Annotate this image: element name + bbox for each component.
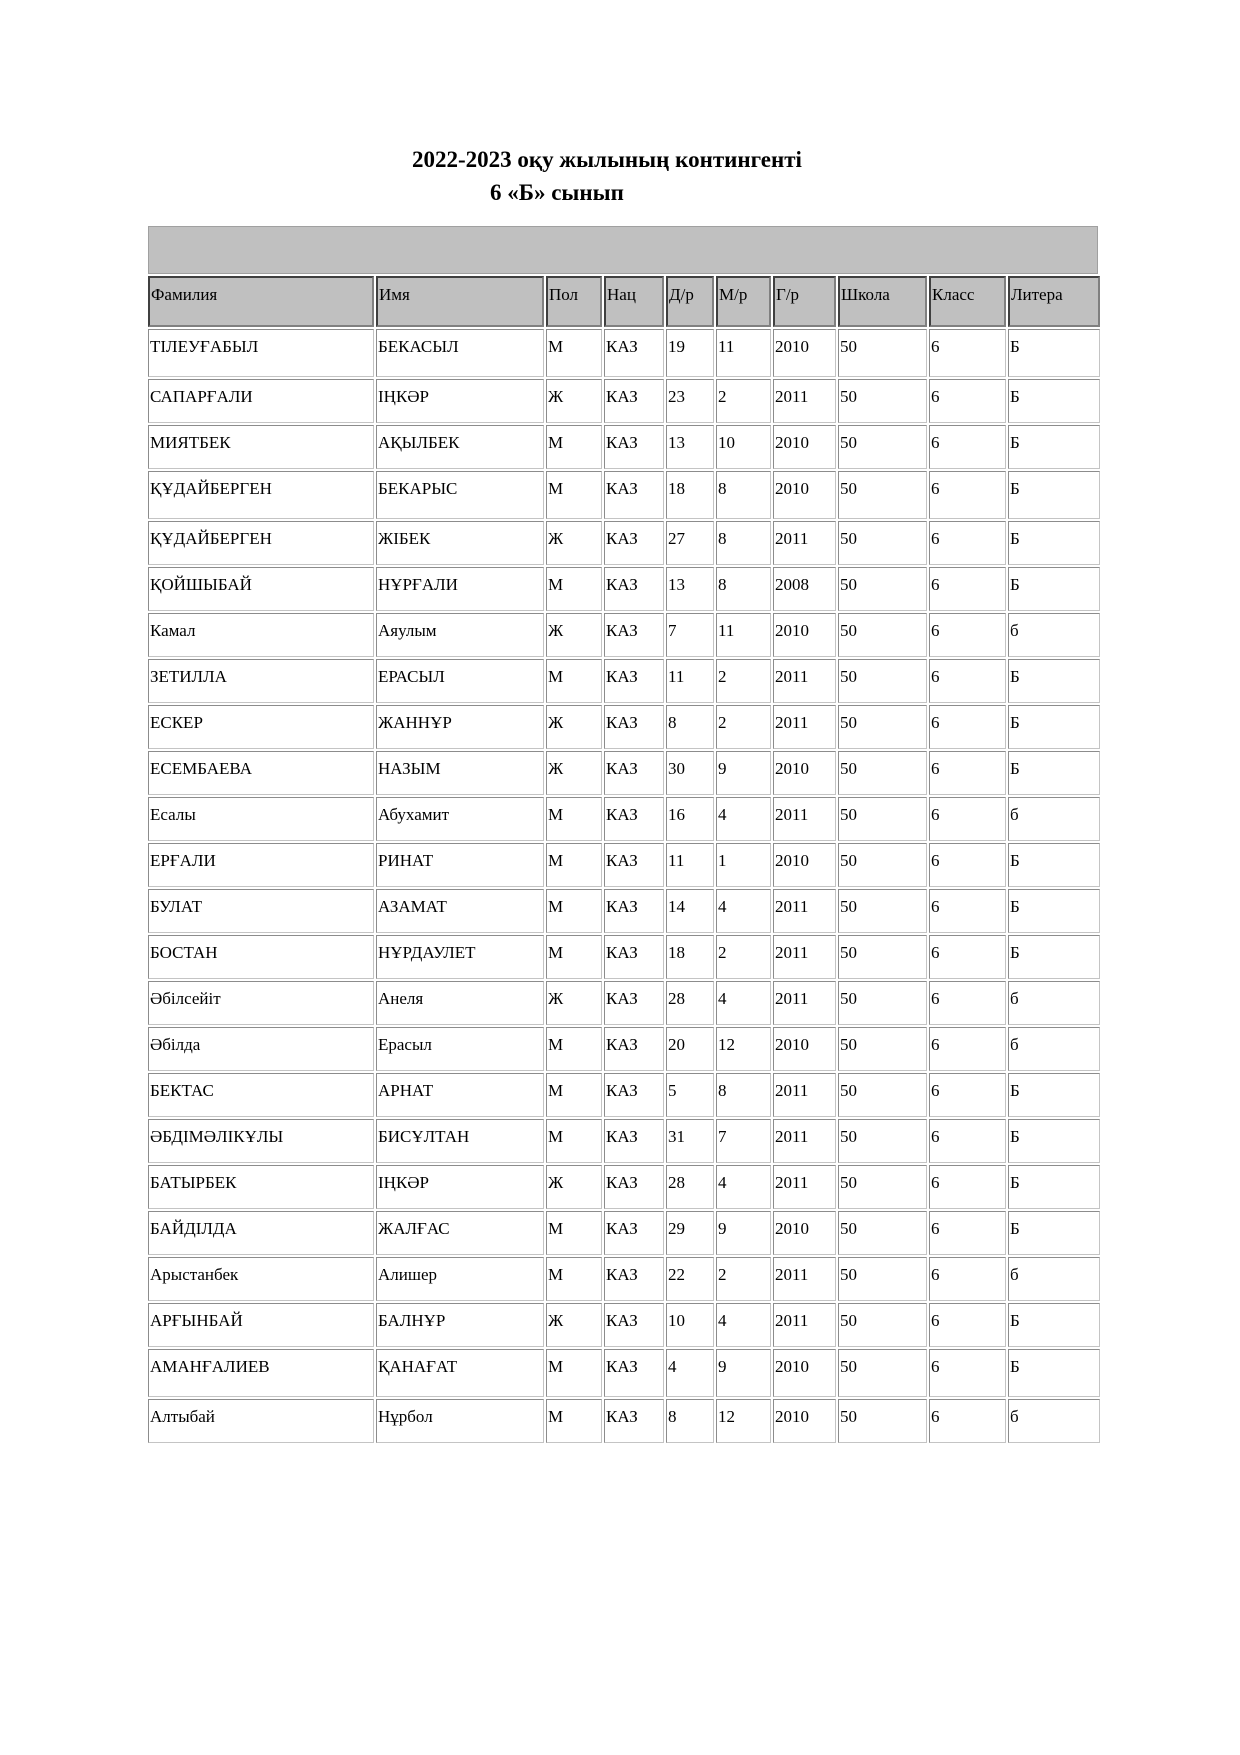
cell-class: 6 (929, 659, 1006, 703)
cell-class: 6 (929, 1257, 1006, 1301)
cell-class: 6 (929, 1303, 1006, 1347)
cell-surname: ЕРҒАЛИ (148, 843, 374, 887)
cell-letter: Б (1008, 1303, 1100, 1347)
cell-class: 6 (929, 797, 1006, 841)
cell-nationality: КАЗ (604, 659, 664, 703)
cell-sex: М (546, 1211, 602, 1255)
cell-name: Абухамит (376, 797, 544, 841)
contingent-table-container (148, 226, 1098, 1445)
cell-name: БЕКАСЫЛ (376, 329, 544, 377)
cell-birth-day: 11 (666, 843, 714, 887)
cell-school: 50 (838, 797, 927, 841)
cell-school: 50 (838, 521, 927, 565)
cell-letter: Б (1008, 1119, 1100, 1163)
cell-school: 50 (838, 935, 927, 979)
cell-surname: ҚҰДАЙБЕРГЕН (148, 471, 374, 519)
table-row (148, 471, 1100, 519)
cell-birth-year: 2010 (773, 1027, 836, 1071)
cell-class: 6 (929, 1119, 1006, 1163)
table-row (148, 843, 1100, 887)
cell-birth-day: 27 (666, 521, 714, 565)
cell-nationality: КАЗ (604, 1073, 664, 1117)
cell-class: 6 (929, 981, 1006, 1025)
contingent-table (146, 274, 1102, 1445)
cell-birth-month: 11 (716, 329, 771, 377)
document-subtitle: 6 «Б» сынып (490, 180, 624, 205)
cell-name: БАЛНҰР (376, 1303, 544, 1347)
cell-class: 6 (929, 1211, 1006, 1255)
table-row (148, 889, 1100, 933)
cell-birth-month: 4 (716, 981, 771, 1025)
table-row (148, 329, 1100, 377)
cell-birth-year: 2011 (773, 981, 836, 1025)
cell-birth-year: 2010 (773, 471, 836, 519)
column-header-class: Класс (929, 276, 1006, 327)
cell-sex: Ж (546, 379, 602, 423)
cell-sex: М (546, 797, 602, 841)
cell-letter: Б (1008, 889, 1100, 933)
cell-nationality: КАЗ (604, 1165, 664, 1209)
cell-class: 6 (929, 1349, 1006, 1397)
cell-birth-year: 2011 (773, 1303, 836, 1347)
cell-sex: М (546, 329, 602, 377)
cell-letter: Б (1008, 567, 1100, 611)
cell-school: 50 (838, 1303, 927, 1347)
cell-letter: Б (1008, 1349, 1100, 1397)
cell-birth-day: 30 (666, 751, 714, 795)
column-header-name: Имя (376, 276, 544, 327)
table-row (148, 425, 1100, 469)
cell-school: 50 (838, 1257, 927, 1301)
cell-birth-year: 2008 (773, 567, 836, 611)
table-row (148, 1119, 1100, 1163)
cell-nationality: КАЗ (604, 1399, 664, 1443)
cell-school: 50 (838, 379, 927, 423)
cell-birth-month: 12 (716, 1399, 771, 1443)
cell-name: Анеля (376, 981, 544, 1025)
cell-birth-month: 1 (716, 843, 771, 887)
cell-class: 6 (929, 471, 1006, 519)
cell-sex: Ж (546, 751, 602, 795)
cell-school: 50 (838, 1399, 927, 1443)
cell-school: 50 (838, 1211, 927, 1255)
column-header-birth-day: Д/р (666, 276, 714, 327)
table-row (148, 1303, 1100, 1347)
cell-letter: Б (1008, 379, 1100, 423)
cell-birth-year: 2011 (773, 935, 836, 979)
cell-birth-day: 18 (666, 471, 714, 519)
cell-nationality: КАЗ (604, 1349, 664, 1397)
cell-birth-day: 28 (666, 981, 714, 1025)
cell-name: БИСҰЛТАН (376, 1119, 544, 1163)
cell-birth-year: 2010 (773, 751, 836, 795)
table-row (148, 379, 1100, 423)
table-row (148, 705, 1100, 749)
table-body (148, 329, 1100, 1443)
cell-surname: ЕСКЕР (148, 705, 374, 749)
cell-nationality: КАЗ (604, 425, 664, 469)
cell-name: НҰРДАУЛЕТ (376, 935, 544, 979)
cell-nationality: КАЗ (604, 1027, 664, 1071)
cell-class: 6 (929, 613, 1006, 657)
table-row (148, 567, 1100, 611)
cell-sex: Ж (546, 1303, 602, 1347)
cell-birth-year: 2011 (773, 379, 836, 423)
cell-birth-year: 2010 (773, 425, 836, 469)
cell-letter: б (1008, 613, 1100, 657)
cell-birth-day: 22 (666, 1257, 714, 1301)
cell-nationality: КАЗ (604, 751, 664, 795)
cell-birth-day: 11 (666, 659, 714, 703)
cell-surname: Алтыбай (148, 1399, 374, 1443)
cell-sex: М (546, 567, 602, 611)
cell-nationality: КАЗ (604, 843, 664, 887)
cell-birth-month: 4 (716, 1303, 771, 1347)
cell-surname: Есалы (148, 797, 374, 841)
cell-birth-day: 13 (666, 567, 714, 611)
cell-letter: б (1008, 1027, 1100, 1071)
cell-letter: Б (1008, 1165, 1100, 1209)
cell-school: 50 (838, 889, 927, 933)
cell-nationality: КАЗ (604, 613, 664, 657)
cell-nationality: КАЗ (604, 1257, 664, 1301)
table-row (148, 1257, 1100, 1301)
cell-name: ҚАНАҒАТ (376, 1349, 544, 1397)
cell-letter: Б (1008, 705, 1100, 749)
cell-surname: БУЛАТ (148, 889, 374, 933)
cell-name: ІҢКӘР (376, 1165, 544, 1209)
table-banner (148, 226, 1098, 274)
cell-birth-month: 12 (716, 1027, 771, 1071)
cell-name: Ерасыл (376, 1027, 544, 1071)
cell-surname: ҚҰДАЙБЕРГЕН (148, 521, 374, 565)
cell-surname: ЗЕТИЛЛА (148, 659, 374, 703)
cell-birth-day: 8 (666, 705, 714, 749)
cell-sex: М (546, 425, 602, 469)
cell-name: ЖАННҰР (376, 705, 544, 749)
cell-birth-day: 16 (666, 797, 714, 841)
cell-school: 50 (838, 1165, 927, 1209)
cell-birth-month: 2 (716, 1257, 771, 1301)
cell-nationality: КАЗ (604, 797, 664, 841)
cell-birth-month: 4 (716, 797, 771, 841)
cell-school: 50 (838, 1349, 927, 1397)
cell-nationality: КАЗ (604, 471, 664, 519)
cell-sex: Ж (546, 981, 602, 1025)
cell-birth-day: 10 (666, 1303, 714, 1347)
cell-birth-day: 14 (666, 889, 714, 933)
cell-nationality: КАЗ (604, 567, 664, 611)
cell-sex: Ж (546, 1165, 602, 1209)
cell-class: 6 (929, 1027, 1006, 1071)
cell-sex: М (546, 1119, 602, 1163)
cell-letter: Б (1008, 329, 1100, 377)
cell-birth-month: 8 (716, 471, 771, 519)
cell-birth-day: 5 (666, 1073, 714, 1117)
cell-birth-year: 2011 (773, 1119, 836, 1163)
cell-birth-year: 2010 (773, 1399, 836, 1443)
cell-birth-month: 9 (716, 1211, 771, 1255)
cell-surname: БАТЫРБЕК (148, 1165, 374, 1209)
cell-nationality: КАЗ (604, 379, 664, 423)
table-row (148, 1073, 1100, 1117)
table-row (148, 981, 1100, 1025)
cell-birth-year: 2011 (773, 521, 836, 565)
cell-surname: БОСТАН (148, 935, 374, 979)
cell-letter: Б (1008, 1211, 1100, 1255)
cell-birth-month: 8 (716, 521, 771, 565)
cell-birth-day: 28 (666, 1165, 714, 1209)
cell-birth-month: 4 (716, 1165, 771, 1209)
cell-birth-month: 9 (716, 1349, 771, 1397)
cell-school: 50 (838, 613, 927, 657)
cell-birth-month: 2 (716, 379, 771, 423)
cell-sex: М (546, 1027, 602, 1071)
table-row (148, 935, 1100, 979)
cell-letter: б (1008, 981, 1100, 1025)
cell-letter: Б (1008, 659, 1100, 703)
cell-birth-month: 7 (716, 1119, 771, 1163)
cell-school: 50 (838, 705, 927, 749)
cell-nationality: КАЗ (604, 329, 664, 377)
cell-school: 50 (838, 659, 927, 703)
cell-birth-day: 18 (666, 935, 714, 979)
cell-birth-month: 8 (716, 567, 771, 611)
cell-letter: Б (1008, 471, 1100, 519)
cell-class: 6 (929, 329, 1006, 377)
cell-class: 6 (929, 1399, 1006, 1443)
cell-school: 50 (838, 425, 927, 469)
column-header-nationality: Нац (604, 276, 664, 327)
cell-surname: МИЯТБЕК (148, 425, 374, 469)
cell-birth-year: 2011 (773, 889, 836, 933)
cell-surname: БАЙДІЛДА (148, 1211, 374, 1255)
cell-sex: М (546, 471, 602, 519)
cell-nationality: КАЗ (604, 1119, 664, 1163)
column-header-surname: Фамилия (148, 276, 374, 327)
cell-surname: АМАНҒАЛИЕВ (148, 1349, 374, 1397)
cell-birth-day: 23 (666, 379, 714, 423)
cell-name: АРНАТ (376, 1073, 544, 1117)
cell-birth-month: 4 (716, 889, 771, 933)
column-header-letter: Литера (1008, 276, 1100, 327)
cell-surname: Камал (148, 613, 374, 657)
cell-birth-day: 7 (666, 613, 714, 657)
cell-birth-year: 2011 (773, 705, 836, 749)
cell-sex: М (546, 659, 602, 703)
cell-letter: б (1008, 1257, 1100, 1301)
cell-birth-year: 2011 (773, 1257, 836, 1301)
cell-sex: М (546, 1257, 602, 1301)
cell-surname: БЕКТАС (148, 1073, 374, 1117)
cell-name: НҰРҒАЛИ (376, 567, 544, 611)
cell-class: 6 (929, 751, 1006, 795)
cell-class: 6 (929, 705, 1006, 749)
table-row (148, 751, 1100, 795)
cell-surname: Арыстанбек (148, 1257, 374, 1301)
cell-school: 50 (838, 471, 927, 519)
cell-letter: б (1008, 1399, 1100, 1443)
cell-nationality: КАЗ (604, 935, 664, 979)
column-header-birth-month: М/р (716, 276, 771, 327)
cell-name: РИНАТ (376, 843, 544, 887)
cell-class: 6 (929, 379, 1006, 423)
cell-nationality: КАЗ (604, 1211, 664, 1255)
cell-name: АЗАМАТ (376, 889, 544, 933)
table-row (148, 1211, 1100, 1255)
cell-surname: Әбілсейіт (148, 981, 374, 1025)
cell-name: ЕРАСЫЛ (376, 659, 544, 703)
cell-class: 6 (929, 567, 1006, 611)
cell-school: 50 (838, 1073, 927, 1117)
table-row (148, 797, 1100, 841)
cell-birth-day: 13 (666, 425, 714, 469)
cell-name: ЖІБЕК (376, 521, 544, 565)
cell-name: Аяулым (376, 613, 544, 657)
column-header-birth-year: Г/р (773, 276, 836, 327)
cell-sex: М (546, 1349, 602, 1397)
cell-name: НАЗЫМ (376, 751, 544, 795)
cell-sex: Ж (546, 613, 602, 657)
cell-letter: Б (1008, 425, 1100, 469)
cell-school: 50 (838, 1119, 927, 1163)
cell-surname: САПАРҒАЛИ (148, 379, 374, 423)
table-row (148, 1165, 1100, 1209)
cell-birth-day: 20 (666, 1027, 714, 1071)
cell-nationality: КАЗ (604, 705, 664, 749)
cell-sex: М (546, 935, 602, 979)
cell-birth-month: 2 (716, 659, 771, 703)
cell-school: 50 (838, 1027, 927, 1071)
cell-nationality: КАЗ (604, 1303, 664, 1347)
cell-sex: Ж (546, 705, 602, 749)
cell-nationality: КАЗ (604, 521, 664, 565)
cell-birth-month: 2 (716, 705, 771, 749)
cell-name: АҚЫЛБЕК (376, 425, 544, 469)
cell-birth-year: 2011 (773, 797, 836, 841)
cell-birth-year: 2010 (773, 1349, 836, 1397)
cell-school: 50 (838, 981, 927, 1025)
table-row (148, 1399, 1100, 1443)
cell-name: ІҢКӘР (376, 379, 544, 423)
cell-class: 6 (929, 425, 1006, 469)
cell-sex: Ж (546, 521, 602, 565)
cell-letter: Б (1008, 751, 1100, 795)
cell-birth-day: 31 (666, 1119, 714, 1163)
cell-nationality: КАЗ (604, 889, 664, 933)
cell-surname: ҚОЙШЫБАЙ (148, 567, 374, 611)
cell-school: 50 (838, 329, 927, 377)
cell-letter: Б (1008, 1073, 1100, 1117)
table-row (148, 659, 1100, 703)
cell-surname: АРҒЫНБАЙ (148, 1303, 374, 1347)
cell-school: 50 (838, 751, 927, 795)
cell-birth-day: 4 (666, 1349, 714, 1397)
cell-birth-month: 2 (716, 935, 771, 979)
cell-class: 6 (929, 521, 1006, 565)
table-row (148, 521, 1100, 565)
table-row (148, 613, 1100, 657)
cell-birth-year: 2010 (773, 329, 836, 377)
document-title: 2022-2023 оқу жылының контингенті (412, 147, 802, 172)
table-header-row (148, 276, 1100, 327)
cell-birth-year: 2010 (773, 1211, 836, 1255)
cell-class: 6 (929, 935, 1006, 979)
cell-name: Нұрбол (376, 1399, 544, 1443)
column-header-sex: Пол (546, 276, 602, 327)
cell-birth-year: 2010 (773, 613, 836, 657)
cell-school: 50 (838, 567, 927, 611)
cell-birth-year: 2011 (773, 1073, 836, 1117)
cell-birth-year: 2011 (773, 1165, 836, 1209)
cell-birth-year: 2011 (773, 659, 836, 703)
cell-surname: Әбілда (148, 1027, 374, 1071)
cell-letter: б (1008, 797, 1100, 841)
cell-birth-month: 10 (716, 425, 771, 469)
cell-class: 6 (929, 1073, 1006, 1117)
cell-sex: М (546, 1073, 602, 1117)
cell-sex: М (546, 1399, 602, 1443)
cell-letter: Б (1008, 935, 1100, 979)
cell-name: БЕКАРЫС (376, 471, 544, 519)
cell-letter: Б (1008, 521, 1100, 565)
cell-class: 6 (929, 843, 1006, 887)
cell-birth-day: 29 (666, 1211, 714, 1255)
cell-surname: ЕСЕМБАЕВА (148, 751, 374, 795)
cell-birth-day: 8 (666, 1399, 714, 1443)
column-header-school: Школа (838, 276, 927, 327)
cell-letter: Б (1008, 843, 1100, 887)
cell-class: 6 (929, 889, 1006, 933)
cell-birth-month: 9 (716, 751, 771, 795)
table-row (148, 1027, 1100, 1071)
cell-birth-year: 2010 (773, 843, 836, 887)
cell-school: 50 (838, 843, 927, 887)
cell-birth-day: 19 (666, 329, 714, 377)
cell-class: 6 (929, 1165, 1006, 1209)
cell-name: Алишер (376, 1257, 544, 1301)
cell-birth-month: 11 (716, 613, 771, 657)
cell-nationality: КАЗ (604, 981, 664, 1025)
cell-sex: М (546, 843, 602, 887)
table-row (148, 1349, 1100, 1397)
cell-surname: ТІЛЕУҒАБЫЛ (148, 329, 374, 377)
cell-sex: М (546, 889, 602, 933)
cell-name: ЖАЛҒАС (376, 1211, 544, 1255)
cell-surname: ӘБДІМӘЛІКҰЛЫ (148, 1119, 374, 1163)
cell-birth-month: 8 (716, 1073, 771, 1117)
